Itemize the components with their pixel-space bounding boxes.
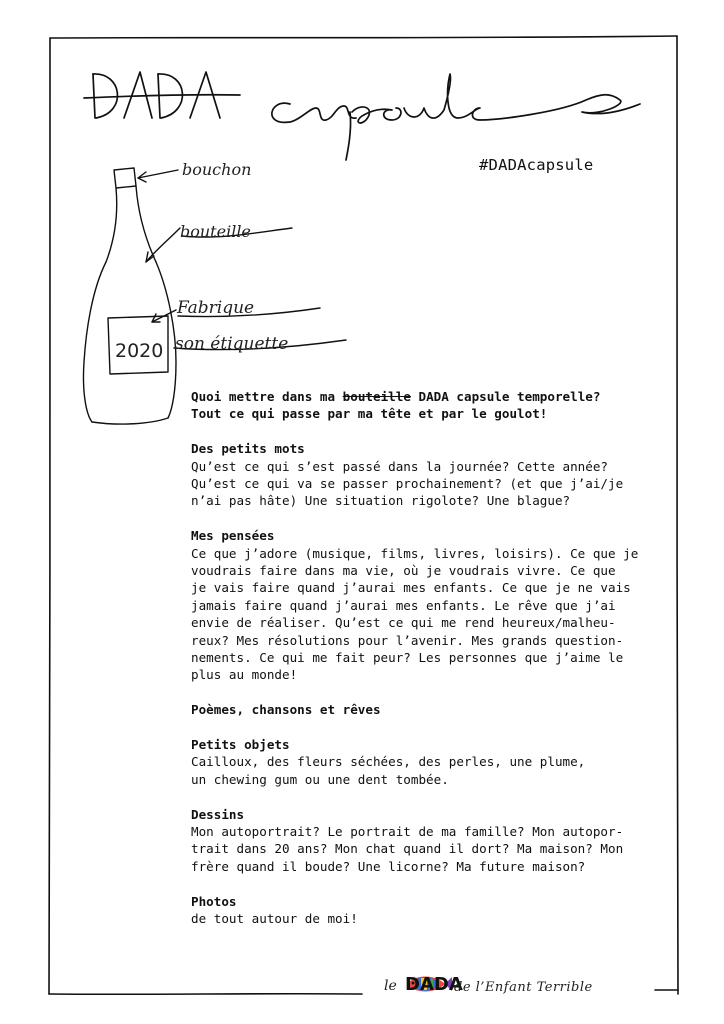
section-line: reux? Mes résolutions pour l’avenir. Mes grands question-: [191, 632, 624, 648]
section-line: n’ai pas hâte) Une situation rigolote? Une blague?: [191, 493, 571, 509]
section-line: Mon autoportrait? Le portrait de ma famille? Mon autopor-: [191, 824, 624, 840]
label-fabrique: Fabrique: [177, 298, 255, 318]
footer-prefix: le: [384, 978, 397, 994]
sections: [191, 440, 671, 927]
bottle-label-year: 2020: [115, 340, 164, 362]
section-line: un chewing gum ou une dent tombée.: [191, 771, 449, 787]
bottle-illustration: [0, 0, 724, 440]
section-heading: Petits objets: [191, 737, 290, 753]
section-heading: Photos: [191, 893, 237, 909]
footer-suffix: de l’Enfant Terrible: [454, 980, 593, 995]
label-bouteille: bouteille: [180, 222, 251, 241]
section-line: frère quand il boude? Une licorne? Ma future maison?: [191, 858, 586, 874]
label-bouchon: bouchon: [182, 160, 252, 179]
section-line: envie de réaliser. Qu’est ce qui me rend heureux/malheu-: [191, 615, 616, 631]
body-text: [191, 388, 671, 928]
intro-line-1: Quoi mettre dans ma bouteille DADA capsule temporelle?: [191, 389, 601, 404]
section-line: jamais faire quand j’aurai mes enfants. Le rêve que j’ai: [191, 597, 616, 613]
section-line: Qu’est ce qui s’est passé dans la journée? Cette année?: [191, 458, 609, 474]
section-line: de tout autour de moi!: [191, 911, 358, 927]
section-line: Ce que j’adore (musique, films, livres, loisirs). Ce que je: [191, 545, 639, 561]
section-heading: Mes pensées: [191, 528, 275, 544]
section-heading: Poèmes, chansons et rêves: [191, 702, 381, 718]
section-heading: Des petits mots: [191, 441, 305, 457]
footer-brand: DADA: [405, 974, 463, 995]
struck-word: bouteille: [342, 389, 411, 404]
section-line: Cailloux, des fleurs séchées, des perles, une plume,: [191, 754, 586, 770]
section-line: Qu’est ce qui va se passer prochainement? (et que j’ai/je: [191, 476, 624, 492]
section-line: plus au monde!: [191, 667, 298, 683]
section-heading: Dessins: [191, 806, 245, 822]
section-line: nements. Ce qui me fait peur? Les personnes que j’aime le: [191, 650, 624, 666]
section-line: voudrais faire dans ma vie, où je voudrais vivre. Ce que: [191, 563, 616, 579]
hashtag: #DADAcapsule: [479, 156, 594, 174]
section-line: trait dans 20 ans? Mon chat quand il dort? Ma maison? Mon: [191, 841, 624, 857]
section-line: je vais faire quand j’aurai mes enfants. Ce que je ne vais: [191, 580, 631, 596]
label-son-etiquette: son étiquette: [175, 334, 289, 354]
intro-line-2: Tout ce qui passe par ma tête et par le goulot!: [191, 406, 548, 422]
